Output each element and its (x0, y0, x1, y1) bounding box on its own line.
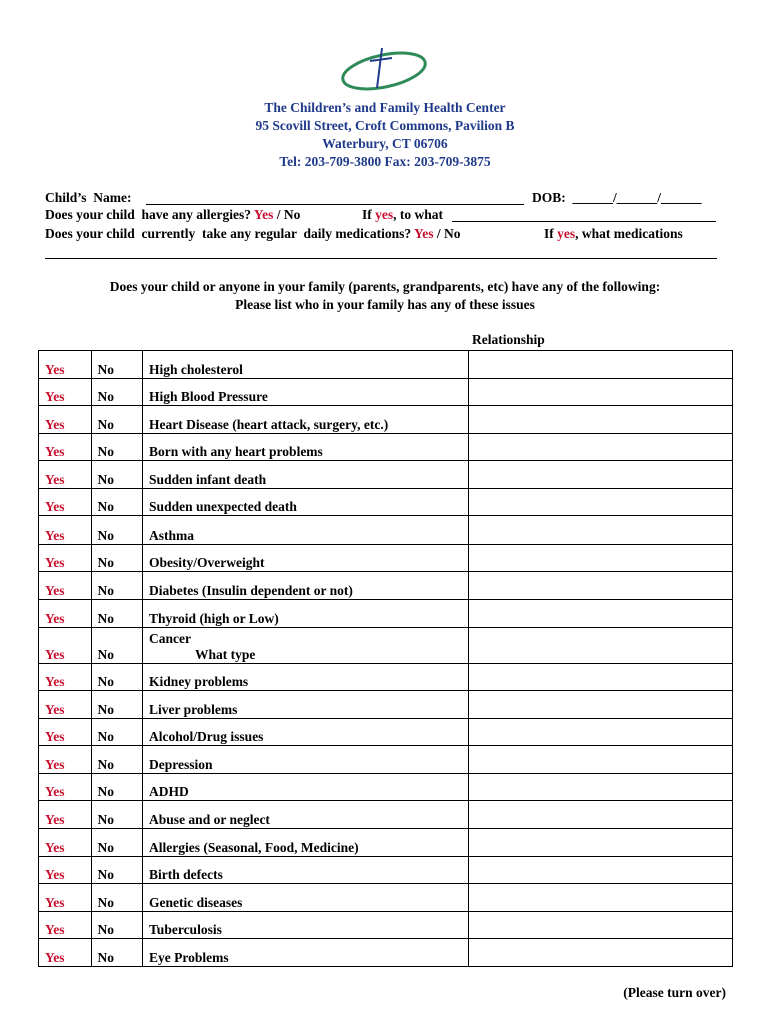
condition-name: Eye Problems (149, 950, 229, 965)
table-row (39, 884, 733, 912)
condition-label (143, 572, 468, 600)
condition-label (143, 939, 468, 967)
table-row (39, 801, 733, 829)
relationship-field[interactable] (468, 719, 732, 746)
condition-label (143, 884, 468, 912)
yes-option[interactable]: Yes (39, 857, 92, 884)
yes-option[interactable]: Yes (39, 664, 92, 691)
relationship-field[interactable] (468, 600, 732, 628)
table-row (39, 434, 733, 461)
family-history-question: Does your child or anyone in your family (parents, grandparents, etc) have any of the following: (109, 279, 661, 294)
relationship-field[interactable] (468, 351, 732, 379)
dob-label[interactable]: DOB: ______/______/______ (532, 190, 702, 205)
no-option[interactable]: No (91, 545, 143, 572)
family-history-table (38, 350, 733, 967)
condition-name: Alcohol/Drug issues (149, 729, 264, 744)
condition-name: Diabetes (Insulin dependent or not) (149, 583, 353, 598)
relationship-field[interactable] (468, 664, 732, 691)
condition-label (143, 379, 468, 406)
table-row (39, 691, 733, 719)
condition-label (143, 664, 468, 691)
condition-label (143, 774, 468, 801)
yes-option[interactable]: Yes (39, 406, 92, 434)
yes-option[interactable]: Yes (39, 434, 92, 461)
allergy-followup-label: If yes, to what (362, 207, 443, 222)
condition-name: Allergies (Seasonal, Food, Medicine) (149, 840, 359, 855)
table-row (39, 600, 733, 628)
condition-name: High cholesterol (149, 362, 243, 377)
no-option[interactable]: No (91, 912, 143, 939)
condition-label (143, 912, 468, 939)
condition-name: Sudden infant death (149, 472, 267, 487)
yes-option[interactable]: Yes (39, 774, 92, 801)
condition-label (143, 719, 468, 746)
condition-name: Heart Disease (heart attack, surgery, etc.) (149, 417, 389, 432)
no-option[interactable]: No (91, 801, 143, 829)
yes-option[interactable]: Yes (39, 884, 92, 912)
table-row (39, 829, 733, 857)
medications-no-option[interactable]: No (444, 226, 461, 241)
yes-option[interactable]: Yes (39, 545, 92, 572)
clinic-phone-fax: Tel: 203-709-3800 Fax: 203-709-3875 (279, 154, 491, 169)
clinic-name: The Children’s and Family Health Center (264, 100, 506, 115)
yes-option[interactable]: Yes (39, 691, 92, 719)
no-option[interactable]: No (91, 857, 143, 884)
no-option[interactable]: No (91, 572, 143, 600)
yes-option[interactable]: Yes (39, 939, 92, 967)
condition-name: Sudden unexpected death (149, 499, 297, 514)
yes-option[interactable]: Yes (39, 516, 92, 545)
table-row (39, 489, 733, 516)
table-row (39, 746, 733, 774)
yes-option[interactable]: Yes (39, 801, 92, 829)
relationship-field[interactable] (468, 572, 732, 600)
no-option[interactable]: No (91, 691, 143, 719)
relationship-field[interactable] (468, 461, 732, 489)
please-turn-over: (Please turn over) (623, 985, 726, 1000)
table-row (39, 406, 733, 434)
no-option[interactable]: No (91, 489, 143, 516)
table-row (39, 664, 733, 691)
relationship-field[interactable] (468, 434, 732, 461)
no-option[interactable]: No (91, 884, 143, 912)
condition-label (143, 857, 468, 884)
no-option[interactable]: No (91, 351, 143, 379)
table-row (39, 461, 733, 489)
table-row (39, 912, 733, 939)
relationship-field[interactable] (468, 379, 732, 406)
relationship-field[interactable] (468, 691, 732, 719)
no-option[interactable]: No (91, 774, 143, 801)
table-row (39, 572, 733, 600)
relationship-field[interactable] (468, 884, 732, 912)
table-row (39, 939, 733, 967)
relationship-field[interactable] (468, 489, 732, 516)
table-row (39, 774, 733, 801)
allergies-no-option[interactable]: No (283, 207, 301, 222)
condition-name: Depression (149, 757, 213, 772)
child-name-label: Child’s Name: (45, 190, 132, 205)
allergies-detail-field[interactable] (452, 221, 716, 222)
relationship-field[interactable] (468, 912, 732, 939)
medications-followup-label: If yes, what medications (544, 226, 683, 241)
condition-label (143, 801, 468, 829)
no-option[interactable]: No (91, 379, 143, 406)
medications-detail-field[interactable] (45, 258, 717, 259)
no-option[interactable]: No (91, 829, 143, 857)
condition-name: Obesity/Overweight (149, 555, 265, 570)
yes-option[interactable]: Yes (39, 600, 92, 628)
condition-label (143, 516, 468, 545)
clinic-logo (336, 40, 432, 98)
yes-option[interactable]: Yes (39, 379, 92, 406)
family-history-instruction: Please list who in your family has any of these issues (235, 297, 535, 312)
yes-option[interactable]: Yes (39, 719, 92, 746)
relationship-field[interactable] (468, 406, 732, 434)
table-row (39, 719, 733, 746)
no-option[interactable]: No (91, 406, 143, 434)
condition-label (143, 434, 468, 461)
no-option[interactable]: No (91, 434, 143, 461)
condition-label (143, 461, 468, 489)
condition-name: Thyroid (high or Low) (149, 611, 279, 626)
clinic-address-line-1: 95 Scovill Street, Croft Commons, Pavilion B (255, 118, 515, 133)
no-option[interactable]: No (91, 461, 143, 489)
condition-name: Kidney problems (149, 674, 249, 689)
child-name-field[interactable] (146, 204, 524, 205)
medications-question: Does your child currently take any regular daily medications? Yes / No (45, 226, 461, 241)
allergies-question: Does your child have any allergies? Yes / No (45, 207, 301, 222)
table-row (39, 857, 733, 884)
table-row (39, 379, 733, 406)
condition-name: Cancer (149, 631, 192, 646)
table-row (39, 628, 733, 664)
relationship-field[interactable] (468, 939, 732, 967)
medications-yes-option[interactable]: Yes (414, 226, 434, 241)
condition-label (143, 406, 468, 434)
condition-label (143, 628, 468, 664)
relationship-field[interactable] (468, 774, 732, 801)
yes-option[interactable]: Yes (39, 628, 92, 664)
relationship-field[interactable] (468, 801, 732, 829)
condition-name: Genetic diseases (149, 895, 243, 910)
condition-name: Tuberculosis (149, 922, 222, 937)
condition-name: Born with any heart problems (149, 444, 323, 459)
table-row (39, 351, 733, 379)
no-option[interactable]: No (91, 939, 143, 967)
relationship-field[interactable] (468, 545, 732, 572)
condition-label (143, 746, 468, 774)
cancer-type-label: What type (195, 647, 256, 662)
condition-name: ADHD (149, 784, 189, 799)
allergies-yes-option[interactable]: Yes (253, 207, 274, 222)
table-row (39, 545, 733, 572)
relationship-field[interactable] (468, 829, 732, 857)
condition-label (143, 600, 468, 628)
relationship-header: Relationship (472, 332, 545, 347)
condition-label (143, 691, 468, 719)
yes-option[interactable]: Yes (39, 351, 92, 379)
no-option[interactable]: No (91, 516, 143, 545)
yes-option[interactable]: Yes (39, 461, 92, 489)
no-option[interactable]: No (91, 600, 143, 628)
condition-name: Asthma (149, 528, 195, 543)
condition-name: Liver problems (149, 702, 238, 717)
relationship-field[interactable] (468, 516, 732, 545)
no-option[interactable]: No (91, 746, 143, 774)
yes-option[interactable]: Yes (39, 572, 92, 600)
no-option[interactable]: No (91, 628, 143, 664)
no-option[interactable]: No (91, 719, 143, 746)
yes-option[interactable]: Yes (39, 829, 92, 857)
condition-label (143, 829, 468, 857)
condition-name: High Blood Pressure (149, 389, 268, 404)
relationship-field[interactable] (468, 746, 732, 774)
relationship-field[interactable] (468, 628, 732, 664)
table-row (39, 516, 733, 545)
relationship-field[interactable] (468, 857, 732, 884)
condition-label (143, 351, 468, 379)
clinic-address-line-2: Waterbury, CT 06706 (322, 136, 448, 151)
condition-label (143, 489, 468, 516)
yes-option[interactable]: Yes (39, 746, 92, 774)
yes-option[interactable]: Yes (39, 489, 92, 516)
condition-label (143, 545, 468, 572)
condition-name: Birth defects (149, 867, 223, 882)
clinic-header (0, 99, 770, 171)
condition-name: Abuse and or neglect (149, 812, 270, 827)
yes-option[interactable]: Yes (39, 912, 92, 939)
no-option[interactable]: No (91, 664, 143, 691)
